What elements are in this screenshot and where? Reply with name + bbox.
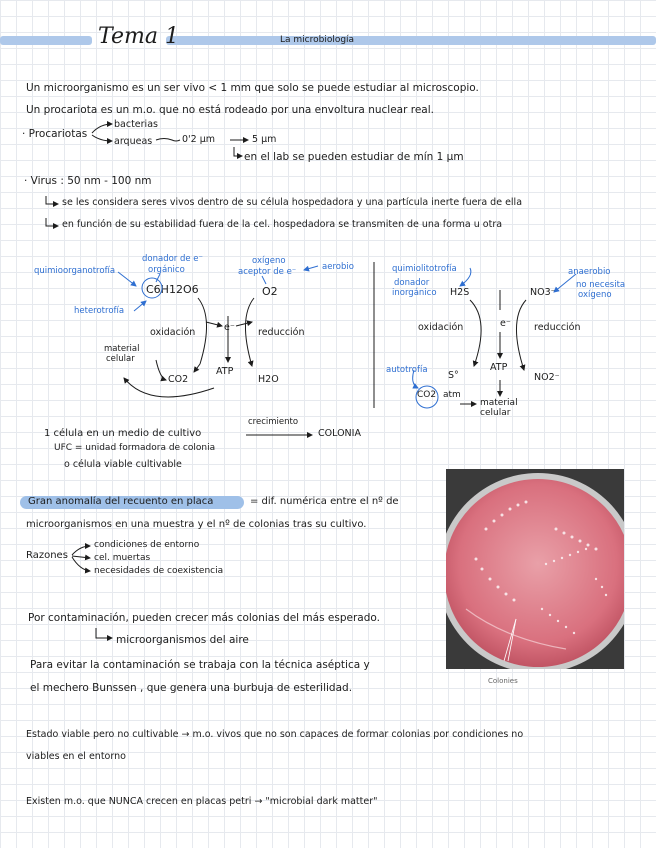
- co2-right: CO2: [417, 390, 437, 400]
- razon-2: cel. muertas: [94, 553, 151, 563]
- procariotas-note: en el lab se pueden estudiar de mín 1 µm: [244, 151, 464, 163]
- aerobio-label: aerobio: [322, 262, 354, 272]
- oxidacion-left: oxidación: [150, 327, 196, 338]
- cultivo-line-1: 1 célula en un medio de cultivo: [44, 428, 202, 439]
- virus-line-2: se les considera seres vivos dentro de su célula hospedadora y una partícula inerte fuera de ella: [62, 197, 523, 208]
- page-title: Tema 1: [98, 24, 179, 49]
- anomalia-highlight: Gran anomalía del recuento en placa: [28, 496, 214, 507]
- quimioorganotrofia-label: quimioorganotrofía: [34, 266, 116, 276]
- quimiolitotrofia-label: quimiolitotrofía: [392, 264, 457, 274]
- intro-line-2: Un procariota es un m.o. que no está rodeado por una envoltura nuclear real.: [26, 104, 434, 116]
- atp-right: ATP: [490, 362, 508, 373]
- anomalia-rest: = dif. numérica entre el nº de: [250, 496, 399, 507]
- donador-label: donador de e⁻: [142, 254, 204, 264]
- material-left: material: [104, 344, 140, 354]
- contaminacion-line-1: Por contaminación, pueden crecer más colonias del más esperado.: [28, 612, 380, 624]
- razon-3: necesidades de coexistencia: [94, 566, 224, 576]
- procariotas-size2: 5 µm: [252, 134, 277, 145]
- atp-left: ATP: [216, 366, 234, 377]
- celular-right: celular: [480, 408, 511, 418]
- contaminacion-line-2: microorganismos del aire: [116, 634, 249, 646]
- material-right: material: [480, 398, 518, 408]
- image-caption: Colonies: [488, 677, 518, 685]
- colonia-label: COLONIA: [318, 428, 361, 439]
- inorganico-label: inorgánico: [392, 288, 437, 298]
- no2-label: NO2⁻: [534, 372, 560, 383]
- intro-line-1: Un microorganismo es un ser vivo < 1 mm que solo se puede estudiar al microscopio.: [26, 82, 479, 94]
- electron-right: e⁻: [500, 318, 511, 329]
- anomalia-line-2: microorganismos en una muestra y el nº de colonias tras su cultivo.: [26, 519, 367, 530]
- oxigeno-right-label: oxígeno: [578, 290, 612, 300]
- procariotas-bacterias: bacterias: [114, 119, 158, 130]
- s0-label: S°: [448, 370, 459, 381]
- cultivo-line-3: o célula viable cultivable: [64, 459, 182, 470]
- aceptor-label: aceptor de e⁻: [238, 267, 297, 277]
- reduccion-left: reducción: [258, 327, 305, 338]
- dark-matter-line: Existen m.o. que NUNCA crecen en placas petri → "microbial dark matter": [26, 796, 378, 807]
- procariotas-size: 0'2 µm: [182, 134, 216, 145]
- organico-label: orgánico: [148, 265, 185, 275]
- reduccion-right: reducción: [534, 322, 581, 333]
- contaminacion-line-4: el mechero Bunssen , que genera una burbuja de esterilidad.: [30, 682, 353, 694]
- heterotrofia-label: heterotrofía: [74, 306, 125, 316]
- cultivo-line-2: UFC = unidad formadora de colonia: [54, 443, 216, 453]
- razon-1: condiciones de entorno: [94, 540, 200, 550]
- h2s-label: H2S: [450, 287, 470, 298]
- no-necesita-label: no necesita: [576, 280, 626, 290]
- atm-label: atm: [443, 390, 461, 400]
- crecimiento-label: crecimiento: [248, 417, 299, 427]
- contaminacion-line-3: Para evitar la contaminación se trabaja con la técnica aséptica y: [30, 659, 370, 671]
- viable-line-1: Estado viable pero no cultivable → m.o. vivos que no son capaces de formar colonias por condiciones no: [26, 729, 524, 740]
- virus-line-3: en función de su estabilidad fuera de la cel. hospedadora se transmiten de una forma u otra: [62, 219, 503, 230]
- razones-label: Razones: [26, 550, 68, 561]
- celular-left: celular: [106, 354, 135, 364]
- oxidacion-right: oxidación: [418, 322, 464, 333]
- o2-left: O2: [262, 285, 278, 298]
- page-subtitle: La microbiología: [280, 35, 355, 45]
- electron-left: e⁻: [224, 322, 235, 333]
- procariotas-label: · Procariotas: [22, 128, 88, 140]
- no3-label: NO3⁻: [530, 287, 556, 298]
- h2o-left: H2O: [258, 374, 279, 385]
- donador-right-label: donador: [394, 278, 430, 288]
- glucose-formula: C6H12O6: [146, 283, 199, 296]
- procariotas-arqueas: arqueas: [114, 136, 153, 147]
- autotrofia-label: autotrofía: [386, 365, 428, 375]
- viable-line-2: viables en el entorno: [26, 751, 126, 762]
- co2-left: CO2: [168, 374, 189, 385]
- oxigeno-label: oxígeno: [252, 256, 286, 266]
- anaerobio-label: anaerobio: [568, 267, 611, 277]
- virus-line-1: · Virus : 50 nm - 100 nm: [24, 175, 152, 187]
